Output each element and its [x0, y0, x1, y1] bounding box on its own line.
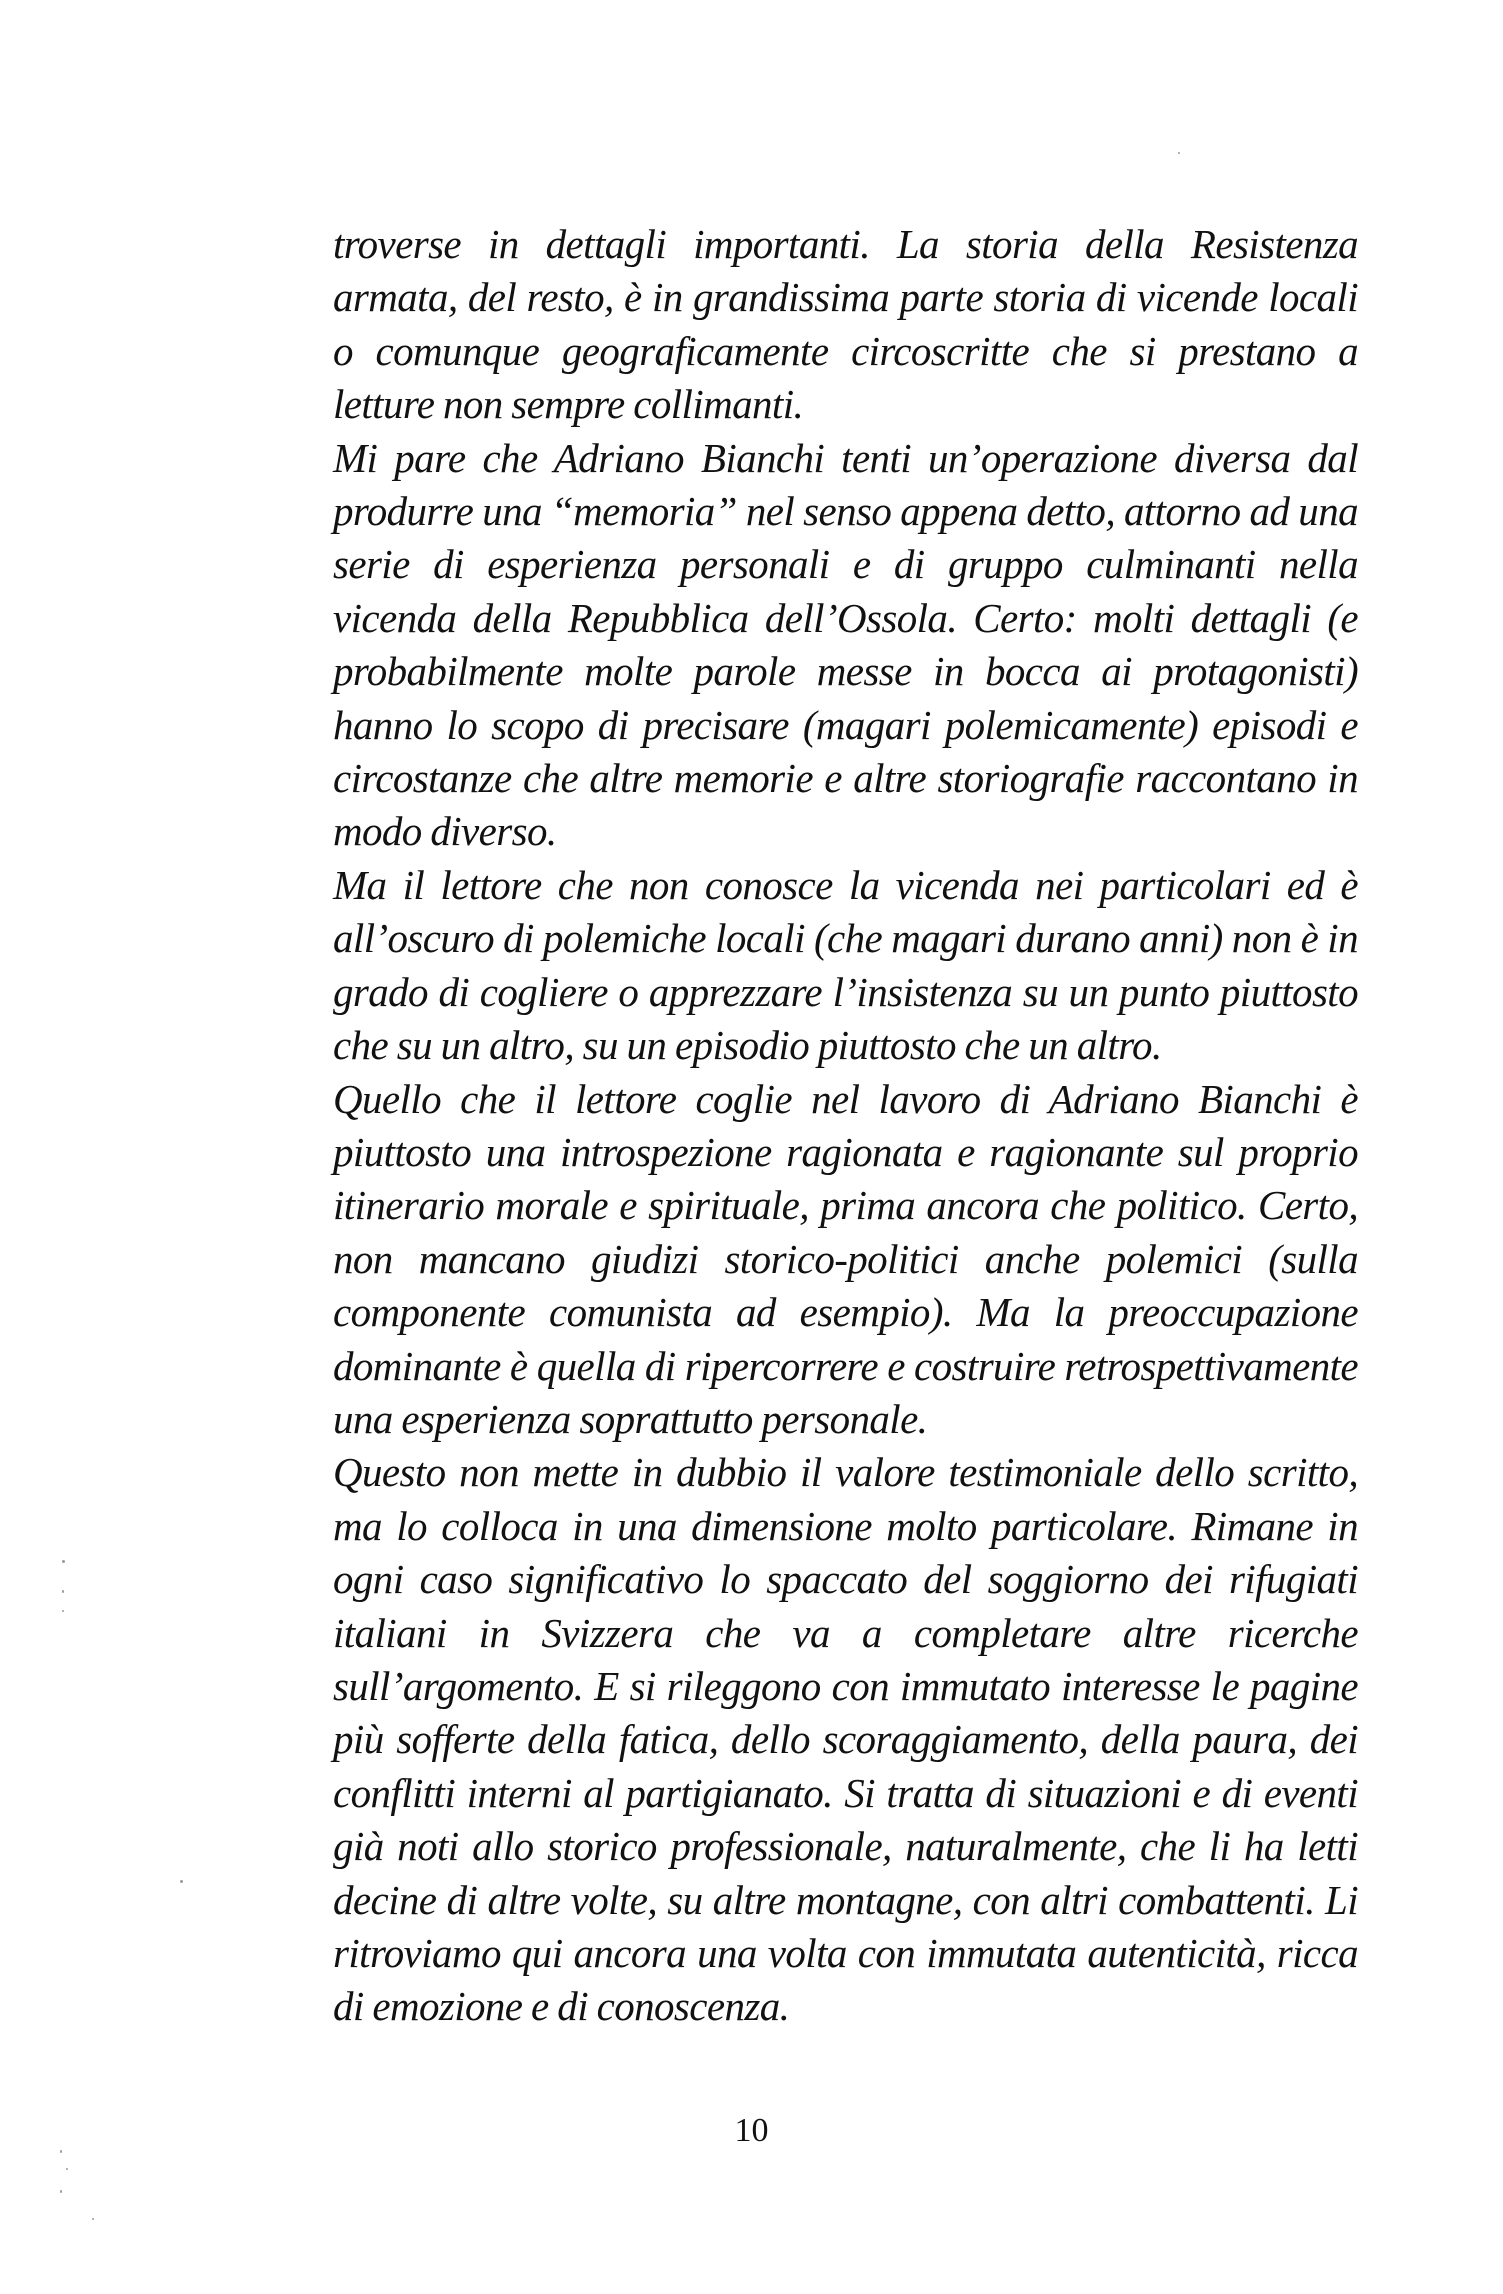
scan-speck: [62, 1560, 65, 1563]
paragraph-3: Ma il lettore che non conosce la vicenda nei particolari ed è all’oscuro di polemiche locali (che magari durano anni) non è in grado di cogliere o apprezzare l’insistenza su un punto piuttosto che su un altro, su un episodio piuttosto che un altro.: [333, 861, 1358, 1069]
page-number: 10: [734, 2112, 769, 2149]
paragraph-4: Quello che il lettore coglie nel lavoro di Adriano Bianchi è piuttosto una introspezione ragionata e ragionante sul proprio itinerario morale e spirituale, prima ancora che politico. Certo, non mancano giudizi storico-politici anche polemici (sulla componente comunista ad esempio). Ma la preoccupazione dominante è quella di ripercorrere e costruire retrospettivamente una esperienza soprattutto personale.: [333, 1075, 1358, 1442]
scan-speck: [92, 2218, 94, 2220]
scan-speck: [1178, 152, 1180, 154]
scan-speck: [60, 2190, 62, 2193]
scan-speck: [62, 1610, 64, 1612]
paragraph-1: troverse in dettagli importanti. La storia della Resistenza armata, del resto, è in grandissima parte storia di vicende locali o comunque geograficamente circoscritte che si prestano a letture non sempre collimanti.: [333, 221, 1358, 428]
scan-speck: [62, 1590, 64, 1593]
scan-speck: [66, 2168, 68, 2170]
scan-speck: [60, 2150, 62, 2153]
scan-speck: [180, 1880, 183, 1883]
paragraph-2: Mi pare che Adriano Bianchi tenti un’operazione diversa dal produrre una “memoria” nel senso appena detto, attorno ad una serie di esperienza personali e di gruppo culminanti nella vicenda della Repubblica dell’Ossola. Certo: molti dettagli (e probabilmente molte parole messe in bocca ai protagonisti) hanno lo scopo di precisare (magari polemicamente) episodi e circostanze che altre memorie e altre storiografie raccontano in modo diverso.: [333, 434, 1358, 855]
paragraph-5: Questo non mette in dubbio il valore testimoniale dello scritto, ma lo colloca in una dimensione molto particolare. Rimane in ogni caso significativo lo spaccato del soggiorno dei rifugiati italiani in Svizzera che va a completare altre ricerche sull’argomento. E si rileggono con immutato interesse le pagine più sofferte della fatica, dello scoraggiamento, della paura, dei conflitti interni al partigianato. Si tratta di situazioni e di eventi già noti allo storico professionale, naturalmente, che li ha letti decine di altre volte, su altre montagne, con altri combattenti. Li ritroviamo qui ancora una volta con immutata autenticità, ricca di emozione e di conoscenza.: [333, 1449, 1358, 2030]
body-text: [333, 218, 1358, 2034]
